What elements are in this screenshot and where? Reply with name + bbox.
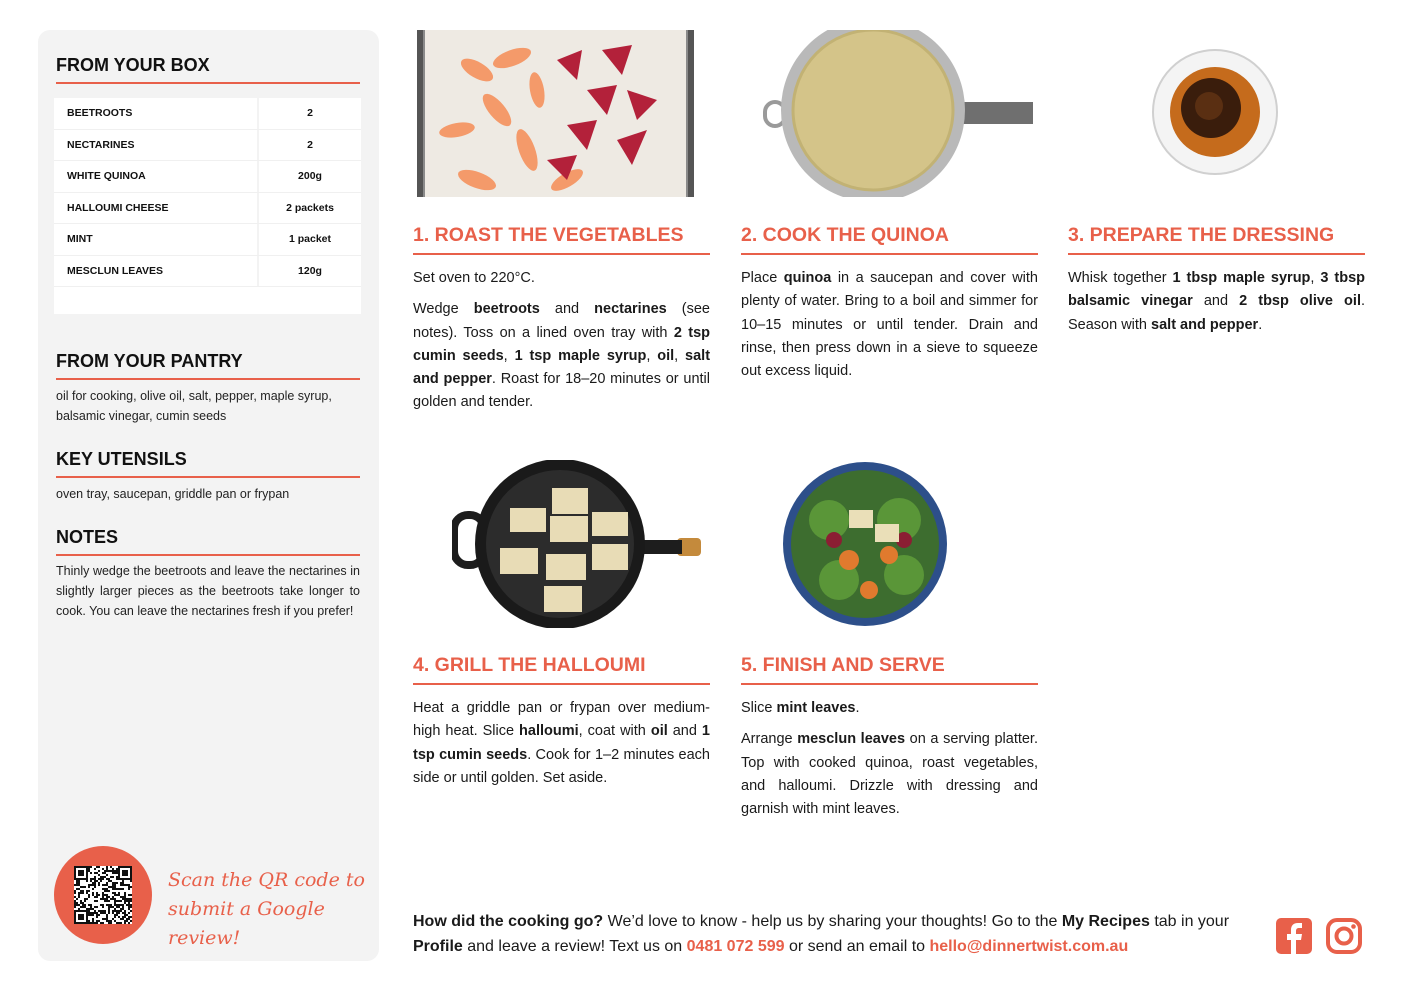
- step-3-title: 3. PREPARE THE DRESSING: [1068, 224, 1365, 255]
- text-run: . Roast for 18–20 minutes or until golden and tender.: [413, 371, 710, 411]
- bold-text: 1 tsp cumin seeds: [413, 723, 710, 763]
- utensils-text: oven tray, saucepan, griddle pan or frypan: [56, 487, 290, 501]
- box-item-name: NECTARINES: [67, 138, 135, 151]
- text-run: tab in your: [1149, 913, 1230, 930]
- qr-code-icon[interactable]: [74, 866, 132, 924]
- bold-text: mint leaves: [776, 700, 856, 716]
- notes-text: Thinly wedge the beetroots and leave the nectarines in slightly larger pieces as the beetroots take longer to cook. You can leave the nectarines fresh if you prefer!: [56, 564, 360, 618]
- box-item-row: [54, 130, 361, 162]
- step-paragraph: [413, 697, 710, 790]
- text-run: Whisk together: [1068, 270, 1173, 286]
- step-1-title: 1. ROAST THE VEGETABLES: [413, 224, 710, 255]
- bold-text: quinoa: [783, 270, 832, 286]
- step-5-title: 5. FINISH AND SERVE: [741, 654, 1038, 685]
- text-run: (see notes). Toss on a lined oven tray with: [413, 301, 710, 341]
- bold-text: nectarines: [594, 301, 667, 318]
- text-run: and: [539, 301, 595, 318]
- step-1-body: [413, 267, 710, 423]
- text-run: We’d love to know - help us by sharing your thoughts! Go to the: [603, 913, 1062, 930]
- text-run: Place: [741, 270, 784, 286]
- text-run: .: [855, 700, 860, 716]
- box-section-title: FROM YOUR BOX: [56, 55, 360, 84]
- box-item-qty: 2: [257, 98, 361, 129]
- qr-text-line-1: Scan the QR code to: [168, 869, 365, 891]
- instagram-icon[interactable]: [1325, 917, 1363, 955]
- box-item-row: [54, 224, 361, 256]
- qr-text-line-2: submit a Google review!: [168, 898, 325, 949]
- bold-text: oil: [650, 723, 668, 740]
- bold-text: mesclun leaves: [797, 731, 906, 748]
- qr-review-prompt: [168, 866, 368, 953]
- text-run: or send an email to: [784, 938, 930, 955]
- bold-text: salt and pepper: [1151, 316, 1259, 333]
- box-item-row: [54, 193, 361, 225]
- box-item-qty: 200g: [257, 161, 361, 192]
- step-3-body: [1068, 267, 1365, 345]
- pantry-text: oil for cooking, olive oil, salt, pepper, maple syrup, balsamic vinegar, cumin seeds: [56, 389, 332, 423]
- text-run: Arrange: [741, 731, 798, 748]
- text-run: ,: [503, 347, 515, 364]
- text-run: ,: [674, 347, 686, 364]
- box-item-name: BEETROOTS: [67, 107, 133, 120]
- bold-text: oil: [657, 347, 675, 364]
- step-paragraph: [1068, 267, 1365, 337]
- step-4-body: [413, 697, 710, 798]
- bold-text: Profile: [413, 938, 463, 955]
- step-paragraph: [413, 298, 710, 414]
- bold-text: 2 tsp cumin seeds: [413, 324, 710, 364]
- notes-section-title: NOTES: [56, 527, 360, 556]
- utensils-section-title: KEY UTENSILS: [56, 449, 360, 478]
- text-run: Wedge: [413, 301, 474, 318]
- box-item-name: MINT: [67, 233, 93, 246]
- facebook-icon[interactable]: [1275, 917, 1313, 955]
- text-run: , coat with: [578, 723, 651, 740]
- bold-text: 2 tbsp olive oil: [1239, 293, 1361, 310]
- step-2-body: [741, 267, 1038, 391]
- bold-text: halloumi: [519, 723, 579, 740]
- box-item-row: [54, 98, 361, 130]
- text-run: on a serving platter. Top with cooked quinoa, roast vegetables, and halloumi. Drizzle with dressing and garnish with mint leaves.: [741, 731, 1038, 818]
- box-item-qty: 120g: [257, 256, 361, 287]
- text-run: and: [667, 723, 702, 740]
- text-run: . Cook for 1–2 minutes each side or until golden. Set aside.: [413, 746, 710, 786]
- step-paragraph: [741, 728, 1038, 821]
- step-paragraph: [741, 267, 1038, 383]
- text-run: ,: [1310, 270, 1321, 286]
- step-2-title: 2. COOK THE QUINOA: [741, 224, 1038, 255]
- bold-text: 1 tbsp maple syrup: [1172, 270, 1311, 286]
- text-run: and leave a review! Text us on: [462, 938, 687, 955]
- text-run: .: [1258, 316, 1263, 333]
- text-run: Set oven to 220°C.: [413, 270, 535, 286]
- bold-text: How did the cooking go?: [413, 913, 604, 930]
- qr-code-badge[interactable]: [54, 846, 152, 944]
- box-item-name: HALLOUMI CHEESE: [67, 201, 169, 214]
- box-item-name: WHITE QUINOA: [67, 170, 146, 183]
- halloumi-photo: [452, 460, 702, 628]
- finished-salad-photo: [779, 460, 951, 628]
- text-run: Slice: [741, 700, 777, 716]
- contact-link[interactable]: hello@dinnertwist.com.au: [929, 938, 1129, 955]
- contact-link[interactable]: 0481 072 599: [686, 938, 785, 955]
- step-5-body: [741, 697, 1038, 829]
- dressing-photo: [1151, 48, 1279, 176]
- bold-text: My Recipes: [1061, 913, 1150, 930]
- bold-text: 3 tbsp balsamic vinegar: [1068, 270, 1365, 310]
- bold-text: 1 tsp maple syrup: [514, 347, 647, 364]
- pantry-section-title: FROM YOUR PANTRY: [56, 351, 360, 380]
- step-paragraph: [413, 267, 710, 290]
- text-run: . Season with: [1068, 293, 1366, 333]
- text-run: in a saucepan and cover with plenty of water. Bring to a boil and simmer for 10–15 minutes or until tender. Drain and rinse, then press down in a sieve to squeeze out excess liquid.: [741, 270, 1038, 380]
- ingredients-sidebar: [38, 30, 379, 961]
- box-item-row: [54, 256, 361, 288]
- review-footer: [413, 909, 1263, 959]
- box-item-name: MESCLUN LEAVES: [67, 264, 164, 277]
- step-4-title: 4. GRILL THE HALLOUMI: [413, 654, 710, 685]
- text-run: Heat a griddle pan or frypan over medium-high heat. Slice: [413, 700, 710, 740]
- step-paragraph: [741, 697, 1038, 720]
- bold-text: salt and pepper: [413, 347, 711, 388]
- box-item-qty: 2: [257, 130, 361, 161]
- box-item-qty: 2 packets: [257, 193, 361, 224]
- roast-vegetables-photo: [417, 30, 694, 197]
- box-ingredients-table: [54, 98, 361, 314]
- bold-text: beetroots: [473, 301, 540, 318]
- box-item-qty: 1 packet: [257, 224, 361, 255]
- quinoa-photo: [757, 30, 1033, 197]
- text-run: and: [1192, 293, 1240, 310]
- box-item-row: [54, 161, 361, 193]
- text-run: ,: [646, 347, 658, 364]
